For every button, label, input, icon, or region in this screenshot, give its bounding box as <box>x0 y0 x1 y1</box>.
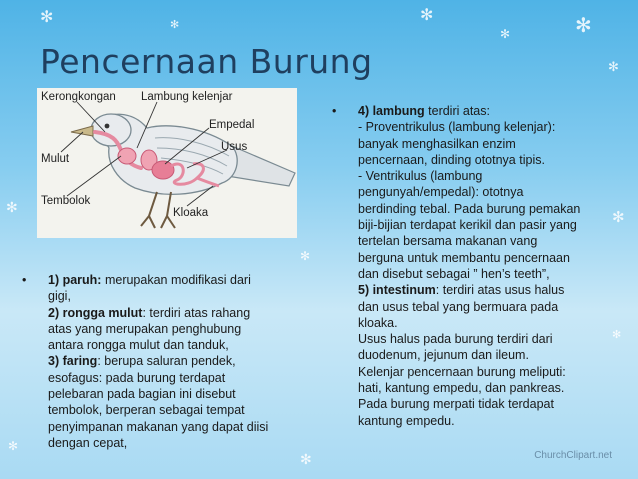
text-line: dan usus tebal yang bermuara pada <box>358 299 559 314</box>
text-line: dengan cepat, <box>48 435 128 450</box>
label-empedal: Empedal <box>209 119 255 131</box>
snowflake-icon: ✻ <box>575 15 592 37</box>
text-line: 5) intestinum: terdiri atas usus halus <box>358 283 565 298</box>
snowflake-icon: ✻ <box>40 9 54 26</box>
text-line: berguna untuk membantu pencernaan <box>358 250 570 265</box>
text-line: 4) lambung terdiri atas: <box>358 104 490 118</box>
snowflake-icon: ✻ <box>300 451 312 467</box>
right-text-block <box>332 103 628 429</box>
text-line: Usus halus pada burung terdiri dari <box>358 332 553 347</box>
text-line: banyak menghasilkan enzim <box>358 136 516 151</box>
text-line: biji-bijian terdapat kerikil dan pasir yang <box>358 218 577 233</box>
snowflake-icon: ✻ <box>608 59 619 74</box>
text-line: 2) rongga mulut: terdiri atas rahang <box>48 305 251 320</box>
watermark: ChurchClipart.net <box>534 450 612 461</box>
bullet: • <box>332 104 337 118</box>
snowflake-icon: ✻ <box>420 7 434 24</box>
left-text-block <box>22 272 297 451</box>
text-line: Pada burung merpati tidak terdapat <box>358 397 554 412</box>
text-line: duodenum, jejunum dan ileum. <box>358 348 529 363</box>
label-kerongkongan: Kerongkongan <box>41 91 116 103</box>
label-tembolok: Tembolok <box>41 195 91 207</box>
text-line: kantung empedu. <box>358 413 455 428</box>
snowflake-icon: ✻ <box>6 199 18 215</box>
text-line: atas yang merupakan penghubung <box>48 321 242 336</box>
text-line: esofagus: pada burung terdapat <box>48 370 226 385</box>
text-line: dan disebut sebagai ” hen’s teeth”, <box>358 266 550 281</box>
text-line: tembolok, berperan sebagai tempat <box>48 403 245 418</box>
snowflake-icon: ✻ <box>612 329 622 341</box>
text-line: hati, kantung empedu, dan pankreas. <box>358 381 565 396</box>
text-line: antara rongga mulut dan tanduk, <box>48 338 229 353</box>
text-line: tertelan bersama makanan vang <box>358 234 538 249</box>
right-text-body <box>358 103 628 429</box>
text-line: Kelenjar pencernaan burung meliputi: <box>358 364 566 379</box>
text-line: gigi, <box>48 289 71 304</box>
bird-illustration <box>37 88 297 238</box>
label-kloaka: Kloaka <box>173 207 209 219</box>
snowflake-icon: ✻ <box>8 439 19 453</box>
text-line: 1) paruh: merupakan modifikasi dari <box>48 273 251 287</box>
page-title: Pencernaan Burung <box>40 42 373 81</box>
snowflake-icon: ✻ <box>500 27 511 41</box>
label-usus: Usus <box>221 141 248 153</box>
text-line: pelebaran pada bagian ini disebut <box>48 387 236 402</box>
label-mulut: Mulut <box>41 153 70 165</box>
text-line: 3) faring: berupa saluran pendek, <box>48 354 236 369</box>
bird-digestive-diagram <box>37 88 297 238</box>
text-line: pencernaan, dinding ototnya tipis. <box>358 152 545 167</box>
bullet: • <box>22 273 27 287</box>
snowflake-icon: ✻ <box>300 249 311 263</box>
text-line: kloaka. <box>358 315 398 330</box>
label-lambung-kelenjar: Lambung kelenjar <box>141 91 233 103</box>
text-line: - Proventrikulus (lambung kelenjar): <box>358 120 556 135</box>
text-line: pengunyah/empedal): ototnya <box>358 185 524 200</box>
text-line: berdinding tebal. Pada burung pemakan <box>358 201 581 216</box>
text-line: - Ventrikulus (lambung <box>358 169 483 184</box>
snowflake-icon: ✻ <box>170 19 180 31</box>
text-line: penyimpanan makanan yang dapat diisi <box>48 419 269 434</box>
left-text-body <box>48 272 297 451</box>
snowflake-icon: ✻ <box>612 209 625 226</box>
